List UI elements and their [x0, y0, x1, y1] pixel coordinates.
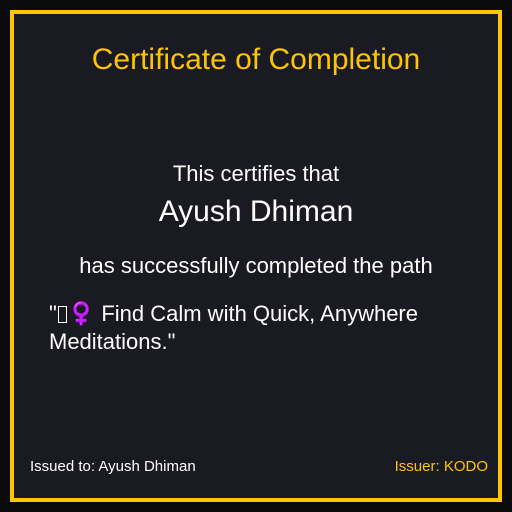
certificate-card	[10, 10, 502, 502]
issuer	[395, 458, 488, 476]
missing-glyph-icon	[58, 306, 67, 323]
path-name: ‍♀️ Find Calm with Quick, Anywhere Meditations.	[49, 301, 418, 354]
recipient-name: Ayush Dhiman	[158, 195, 354, 228]
issuer-label: Issuer:	[394, 458, 440, 475]
issued-to	[30, 458, 196, 476]
issuer-value: KODO	[443, 458, 488, 475]
path-title	[49, 300, 469, 356]
certifies-text: This certifies that	[172, 161, 340, 186]
issued-to-value: Ayush Dhiman	[98, 458, 196, 475]
path-quote-close: "	[167, 329, 176, 354]
path-quote-open: "	[49, 301, 57, 326]
issued-to-label: Issued to:	[30, 458, 96, 475]
certificate-title: Certificate of Completion	[91, 43, 421, 76]
completion-text: has successfully completed the path	[79, 253, 433, 278]
